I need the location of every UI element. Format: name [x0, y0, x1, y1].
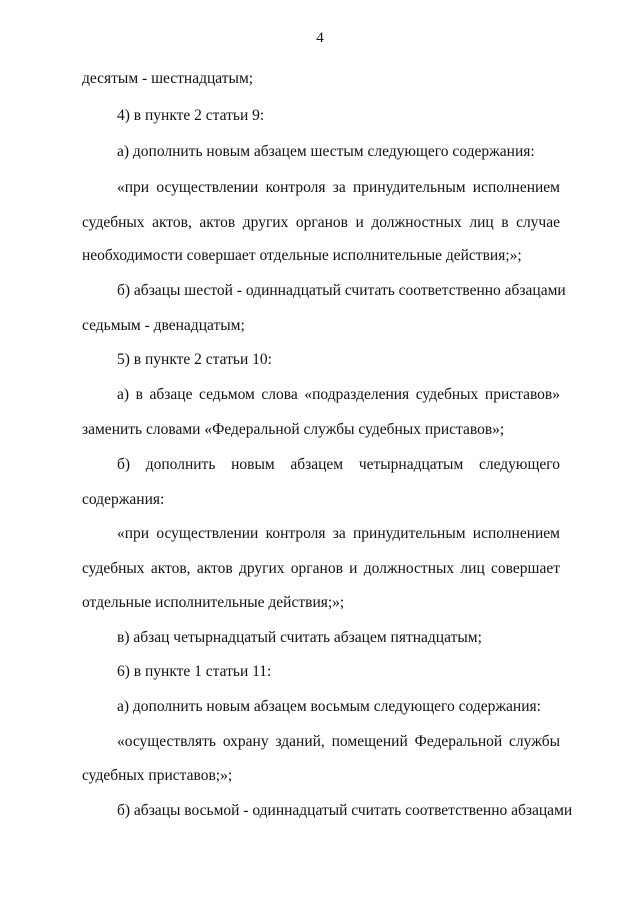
text-line: а) в абзаце седьмом слова «подразделения судебных приставов»	[117, 386, 560, 403]
text-line: заменить словами «Федеральной службы судебных приставов»;	[82, 421, 505, 438]
page-number: 4	[316, 30, 324, 46]
text-line: а) дополнить новым абзацем шестым следующего содержания:	[117, 143, 535, 160]
text-line: в) абзац четырнадцатый считать абзацем пятнадцатым;	[117, 629, 482, 646]
text-line: «при осуществлении контроля за принудительным исполнением	[117, 179, 560, 196]
text-line: б) абзацы шестой - одиннадцатый считать соответственно абзацами	[117, 282, 566, 299]
text-line: 5) в пункте 2 статьи 10:	[117, 351, 272, 368]
text-line: «осуществлять охрану зданий, помещений Федеральной службы	[117, 733, 560, 750]
text-line: десятым - шестнадцатым;	[82, 70, 254, 87]
text-line: «при осуществлении контроля за принудительным исполнением	[117, 525, 560, 542]
text-line: отдельные исполнительные действия;»;	[82, 594, 345, 611]
text-line: судебных актов, актов других органов и должностных лиц в случае	[82, 214, 560, 231]
text-line: необходимости совершает отдельные исполнительные действия;»;	[82, 247, 522, 264]
text-line: седьмым - двенадцатым;	[82, 317, 245, 334]
text-line: б) абзацы восьмой - одиннадцатый считать соответственно абзацами	[117, 802, 573, 819]
text-line: судебных приставов;»;	[82, 767, 233, 784]
text-line: а) дополнить новым абзацем восьмым следующего содержания:	[117, 698, 541, 715]
text-line: 4) в пункте 2 статьи 9:	[117, 107, 265, 124]
text-line: судебных актов, актов других органов и должностных лиц совершает	[82, 560, 560, 577]
text-line: содержания:	[82, 491, 165, 508]
text-line: б) дополнить новым абзацем четырнадцатым следующего	[117, 456, 560, 473]
text-line: 6) в пункте 1 статьи 11:	[117, 663, 272, 680]
